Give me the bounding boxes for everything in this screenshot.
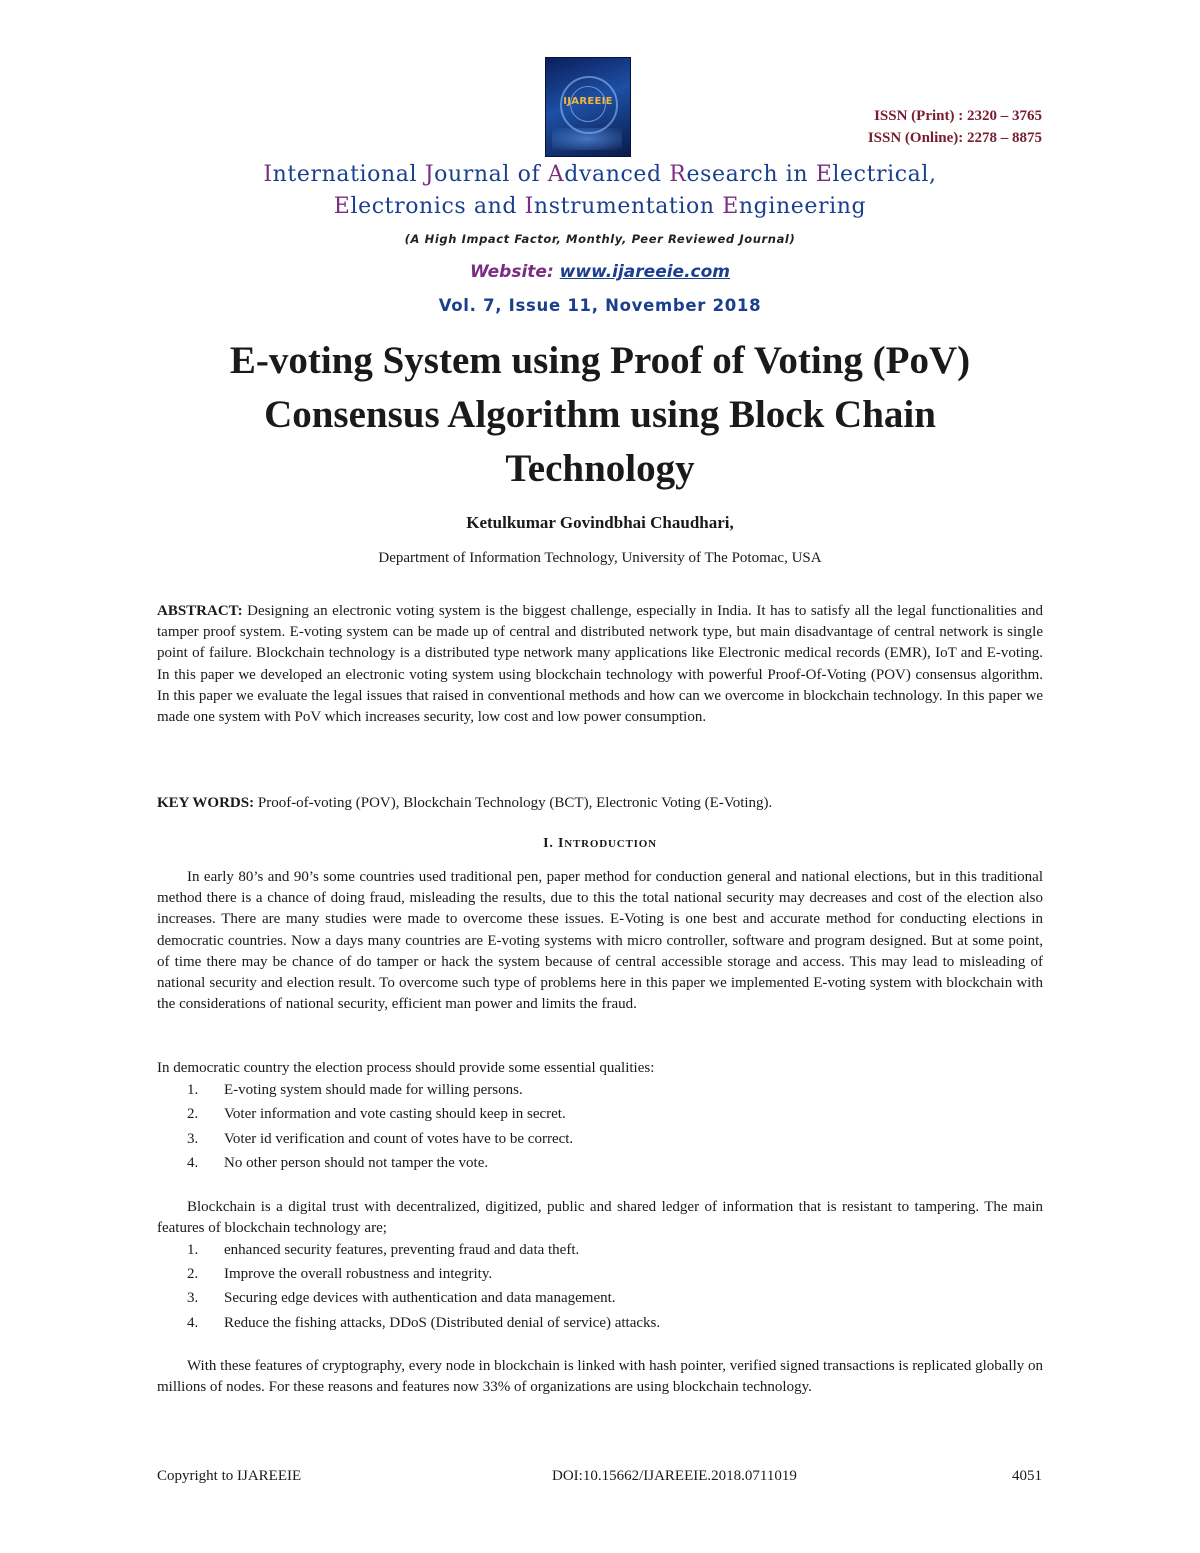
logo-text: IJAREEIE — [563, 96, 613, 107]
keywords — [157, 793, 1043, 814]
journal-name-line2: Electronics and Instrumentation Engineering — [333, 194, 867, 219]
footer-copyright: Copyright to IJAREEIE — [157, 1468, 302, 1484]
footer-doi: DOI:10.15662/IJAREEIE.2018.0711019 — [552, 1468, 797, 1484]
website-link[interactable]: www.ijareeie.com — [559, 262, 731, 282]
abstract-label: ABSTRACT: — [157, 603, 243, 619]
logo-glow — [552, 128, 622, 150]
paper-title-line1: E-voting System using Proof of Voting (PoV) — [229, 339, 971, 382]
author-name: Ketulkumar Govindbhai Chaudhari, — [466, 513, 734, 532]
list-number: 1. — [187, 1242, 199, 1258]
section-heading-introduction — [0, 836, 1200, 852]
list-number: 3. — [187, 1290, 199, 1306]
list-text: Improve the overall robustness and integrity. — [224, 1266, 493, 1282]
website-label: Website: — [469, 262, 560, 282]
list-number: 2. — [187, 1266, 199, 1282]
volume-issue: Vol. 7, Issue 11, November 2018 — [438, 296, 762, 315]
qualities-intro: In democratic country the election process should provide some essential qualities: — [157, 1060, 655, 1076]
abstract — [157, 601, 1043, 728]
blockchain-paragraph: Blockchain is a digital trust with decentralized, digitized, public and shared ledger of information that is resistant to tampering. The main features of blockchain technology are; — [157, 1199, 1043, 1237]
list-text: E-voting system should made for willing persons. — [224, 1082, 523, 1098]
section-title: NTRODUCTION — [564, 838, 657, 850]
intro-paragraph: In early 80’s and 90’s some countries used traditional pen, paper method for conduction general and national elections, but in this traditional method there is a chance of doing fraud, misleading the results, due to this the total national security may decreases and cost of the election also increases. There are many studies were made to overcome these issues. E-Voting is one best and accurate method for conducting elections in democratic countries. Now a days many countries are E-voting systems with micro controller, software and program designed. But at some point, of time there may be chance of do tamper or hack the system because of central accessible storage and access. This may lead to misleading of national security and election result. To overcome such type of problems here in this paper we implemented E-voting system with blockchain with the considerations of national security, efficient man power and limits the fraud. — [157, 869, 1043, 1013]
footer-page-number: 4051 — [1012, 1468, 1042, 1484]
list-number: 1. — [187, 1082, 199, 1098]
list-number: 4. — [187, 1315, 199, 1331]
paper-title-line3: Technology — [505, 447, 695, 490]
section-number: I. I — [543, 836, 565, 851]
abstract-text: Designing an electronic voting system is the biggest challenge, especially in India. It has to satisfy all the legal functionalities and tamper proof system. E-voting system can be made up of central and distributed network type, but main disadvantage of central network is single point of failure. Blockchain technology is a distributed type network many applications like Electronic medical records (EMR), IoT and E-voting. In this paper we developed an electronic voting system using blockchain technology with powerful Proof-Of-Voting (POV) consensus algorithm. In this paper we evaluate the legal issues that raised in conventional methods and how can we overcome in blockchain technology. In this paper we made one system with PoV which increases security, low cost and low power consumption. — [157, 603, 1043, 726]
journal-name-line1: International Journal of Advanced Research in Electrical, — [263, 162, 937, 187]
list-text: Voter information and vote casting should keep in secret. — [224, 1106, 566, 1122]
list-text: Reduce the fishing attacks, DDoS (Distributed denial of service) attacks. — [224, 1315, 661, 1331]
keywords-label: KEY WORDS: — [157, 795, 255, 811]
list-number: 3. — [187, 1131, 199, 1147]
list-text: No other person should not tamper the vote. — [224, 1155, 489, 1171]
journal-tagline: (A High Impact Factor, Monthly, Peer Reviewed Journal) — [404, 232, 796, 246]
list-number: 2. — [187, 1106, 199, 1122]
list-text: Voter id verification and count of votes have to be correct. — [224, 1131, 574, 1147]
issn-online: ISSN (Online): 2278 – 8875 — [867, 130, 1042, 146]
list-text: enhanced security features, preventing fraud and data theft. — [224, 1242, 580, 1258]
website-line — [0, 262, 1200, 282]
paper-title-line2: Consensus Algorithm using Block Chain — [264, 393, 936, 436]
list-text: Securing edge devices with authentication and data management. — [224, 1290, 616, 1306]
closing-paragraph: With these features of cryptography, every node in blockchain is linked with hash pointer, verified signed transactions is replicated globally on millions of nodes. For these reasons and features now 33% of organizations are using blockchain technology. — [157, 1358, 1043, 1396]
list-number: 4. — [187, 1155, 199, 1171]
author-affiliation: Department of Information Technology, University of The Potomac, USA — [378, 550, 822, 566]
issn-print: ISSN (Print) : 2320 – 3765 — [874, 108, 1042, 124]
keywords-text: Proof-of-voting (POV), Blockchain Technology (BCT), Electronic Voting (E-Voting). — [254, 795, 773, 811]
journal-logo — [545, 57, 631, 157]
